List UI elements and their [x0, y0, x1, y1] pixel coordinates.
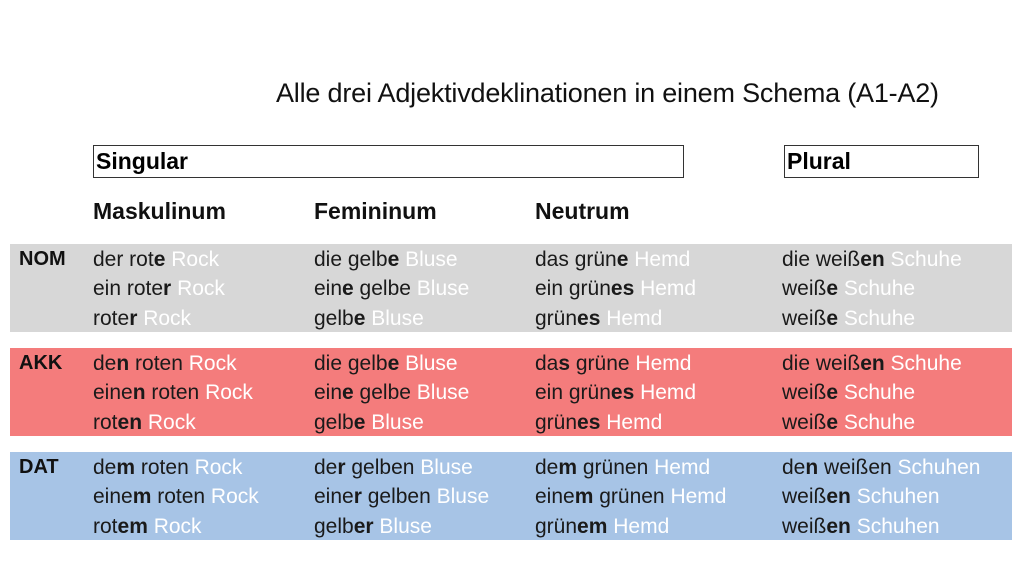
noun: Bluse: [373, 514, 432, 538]
declension-phrase: einem roten Rock: [93, 485, 259, 509]
cell-nom-masculine: [93, 245, 225, 333]
noun: Rock: [199, 381, 253, 405]
cell-nom-plural: [782, 245, 962, 333]
cell-akk-plural: [782, 349, 962, 437]
ending-highlight: en: [117, 410, 143, 434]
declension-phrase: weißen Schuhen: [782, 485, 940, 509]
declension-phrase: dem roten Rock: [93, 456, 243, 479]
ending-highlight: en: [860, 352, 885, 375]
noun: Hemd: [600, 410, 663, 434]
noun: Rock: [205, 485, 259, 509]
declension-phrase: den weißen Schuhen: [782, 456, 981, 479]
noun: Schuhe: [838, 277, 916, 301]
ending-highlight: e: [387, 352, 400, 375]
cell-nom-feminine: [314, 245, 469, 333]
declension-phrase: weiße Schuhe: [782, 381, 916, 405]
ending-highlight: n: [116, 352, 130, 375]
declension-phrase: weißen Schuhen: [782, 514, 940, 538]
ending-highlight: em: [577, 514, 608, 538]
declension-phrase: gelber Bluse: [314, 514, 432, 538]
ending-highlight: em: [117, 514, 148, 538]
ending-highlight: m: [116, 456, 136, 479]
ending-highlight: er: [353, 514, 374, 538]
noun: Hemd: [629, 352, 692, 375]
noun: Hemd: [648, 456, 711, 479]
declension-phrase: die gelbe Bluse: [314, 248, 458, 271]
ending-highlight: e: [342, 277, 354, 301]
plural-header-box: [784, 145, 979, 178]
cell-dat-neuter: [535, 453, 726, 541]
ending-highlight: en: [826, 514, 851, 538]
gender-header-feminine: Femininum: [314, 198, 437, 224]
declension-phrase: einem grünen Hemd: [535, 485, 727, 509]
declension-phrase: das grüne Hemd: [535, 352, 692, 375]
declension-phrase: einer gelben Bluse: [314, 485, 490, 509]
noun: Rock: [137, 306, 192, 330]
declension-phrase: grünes Hemd: [535, 306, 663, 330]
declension-phrase: ein roter Rock: [93, 277, 225, 301]
noun: Hemd: [664, 485, 727, 509]
ending-highlight: e: [353, 306, 366, 330]
ending-highlight: es: [610, 277, 635, 301]
noun: Rock: [171, 277, 225, 301]
declension-phrase: der gelben Bluse: [314, 456, 473, 479]
ending-highlight: en: [860, 248, 885, 271]
noun: Schuhe: [884, 248, 962, 271]
noun: Bluse: [410, 381, 470, 405]
declension-phrase: grünem Hemd: [535, 514, 670, 538]
declension-phrase: eine gelbe Bluse: [314, 381, 470, 405]
noun: Schuhen: [850, 514, 940, 538]
noun: Schuhen: [850, 485, 940, 509]
gender-header-masculine: Maskulinum: [93, 198, 226, 224]
declension-phrase: weiße Schuhe: [782, 410, 916, 434]
noun: Bluse: [365, 306, 424, 330]
declension-phrase: der rote Rock: [93, 248, 220, 271]
declension-phrase: den roten Rock: [93, 352, 237, 375]
ending-highlight: e: [353, 410, 366, 434]
noun: Bluse: [399, 248, 458, 271]
cell-akk-feminine: [314, 349, 469, 437]
case-label-dat: DAT: [19, 456, 59, 478]
ending-highlight: es: [610, 381, 635, 405]
noun: Schuhe: [884, 352, 962, 375]
ending-highlight: m: [132, 485, 152, 509]
ending-highlight: m: [558, 456, 578, 479]
noun: Bluse: [430, 485, 490, 509]
declension-phrase: die weißen Schuhe: [782, 352, 962, 375]
noun: Rock: [165, 248, 220, 271]
cell-akk-masculine: [93, 349, 253, 437]
ending-highlight: r: [337, 456, 346, 479]
noun: Hemd: [634, 277, 697, 301]
ending-highlight: m: [574, 485, 594, 509]
declension-phrase: rotem Rock: [93, 514, 202, 538]
declension-phrase: grünes Hemd: [535, 410, 663, 434]
declension-phrase: das grüne Hemd: [535, 248, 691, 271]
noun: Bluse: [399, 352, 458, 375]
declension-phrase: weiße Schuhe: [782, 277, 916, 301]
noun: Bluse: [410, 277, 470, 301]
ending-highlight: r: [163, 277, 172, 301]
ending-highlight: e: [826, 381, 839, 405]
noun: Hemd: [600, 306, 663, 330]
cell-nom-neuter: [535, 245, 696, 333]
singular-header-box: [93, 145, 684, 178]
ending-highlight: r: [129, 306, 138, 330]
cell-akk-neuter: [535, 349, 696, 437]
noun: Bluse: [414, 456, 473, 479]
declension-phrase: gelbe Bluse: [314, 306, 424, 330]
cell-dat-plural: [782, 453, 980, 541]
declension-phrase: einen roten Rock: [93, 381, 253, 405]
ending-highlight: e: [153, 248, 166, 271]
declension-phrase: eine gelbe Bluse: [314, 277, 470, 301]
declension-phrase: die weißen Schuhe: [782, 248, 962, 271]
ending-highlight: e: [826, 410, 839, 434]
ending-highlight: s: [558, 352, 571, 375]
noun: Rock: [188, 456, 243, 479]
ending-highlight: e: [616, 248, 629, 271]
ending-highlight: e: [342, 381, 354, 405]
noun: Rock: [142, 410, 196, 434]
noun: Schuhe: [838, 381, 916, 405]
noun: Hemd: [628, 248, 691, 271]
ending-highlight: n: [805, 456, 819, 479]
ending-highlight: e: [387, 248, 400, 271]
declension-phrase: weiße Schuhe: [782, 306, 916, 330]
declension-phrase: die gelbe Bluse: [314, 352, 458, 375]
declension-phrase: dem grünen Hemd: [535, 456, 711, 479]
singular-label: Singular: [96, 148, 189, 174]
declension-phrase: gelbe Bluse: [314, 410, 424, 434]
ending-highlight: e: [826, 277, 839, 301]
ending-highlight: e: [826, 306, 839, 330]
noun: Rock: [147, 514, 202, 538]
ending-highlight: n: [132, 381, 146, 405]
case-label-akk: AKK: [19, 352, 63, 374]
noun: Schuhen: [891, 456, 981, 479]
declension-phrase: roter Rock: [93, 306, 192, 330]
declension-phrase: roten Rock: [93, 410, 196, 434]
plural-label: Plural: [787, 148, 851, 174]
noun: Schuhe: [838, 410, 916, 434]
cell-dat-masculine: [93, 453, 259, 541]
page-title: Alle drei Adjektivdeklinationen in einem Schema (A1-A2): [276, 78, 939, 108]
ending-highlight: en: [826, 485, 851, 509]
declension-phrase: ein grünes Hemd: [535, 381, 697, 405]
case-label-nom: NOM: [19, 248, 66, 270]
ending-highlight: es: [577, 306, 601, 330]
noun: Hemd: [607, 514, 670, 538]
ending-highlight: es: [577, 410, 601, 434]
cell-dat-feminine: [314, 453, 489, 541]
noun: Bluse: [365, 410, 424, 434]
noun: Rock: [182, 352, 237, 375]
ending-highlight: r: [353, 485, 362, 509]
noun: Hemd: [634, 381, 697, 405]
noun: Schuhe: [838, 306, 916, 330]
declension-phrase: ein grünes Hemd: [535, 277, 697, 301]
gender-header-neuter: Neutrum: [535, 198, 630, 224]
